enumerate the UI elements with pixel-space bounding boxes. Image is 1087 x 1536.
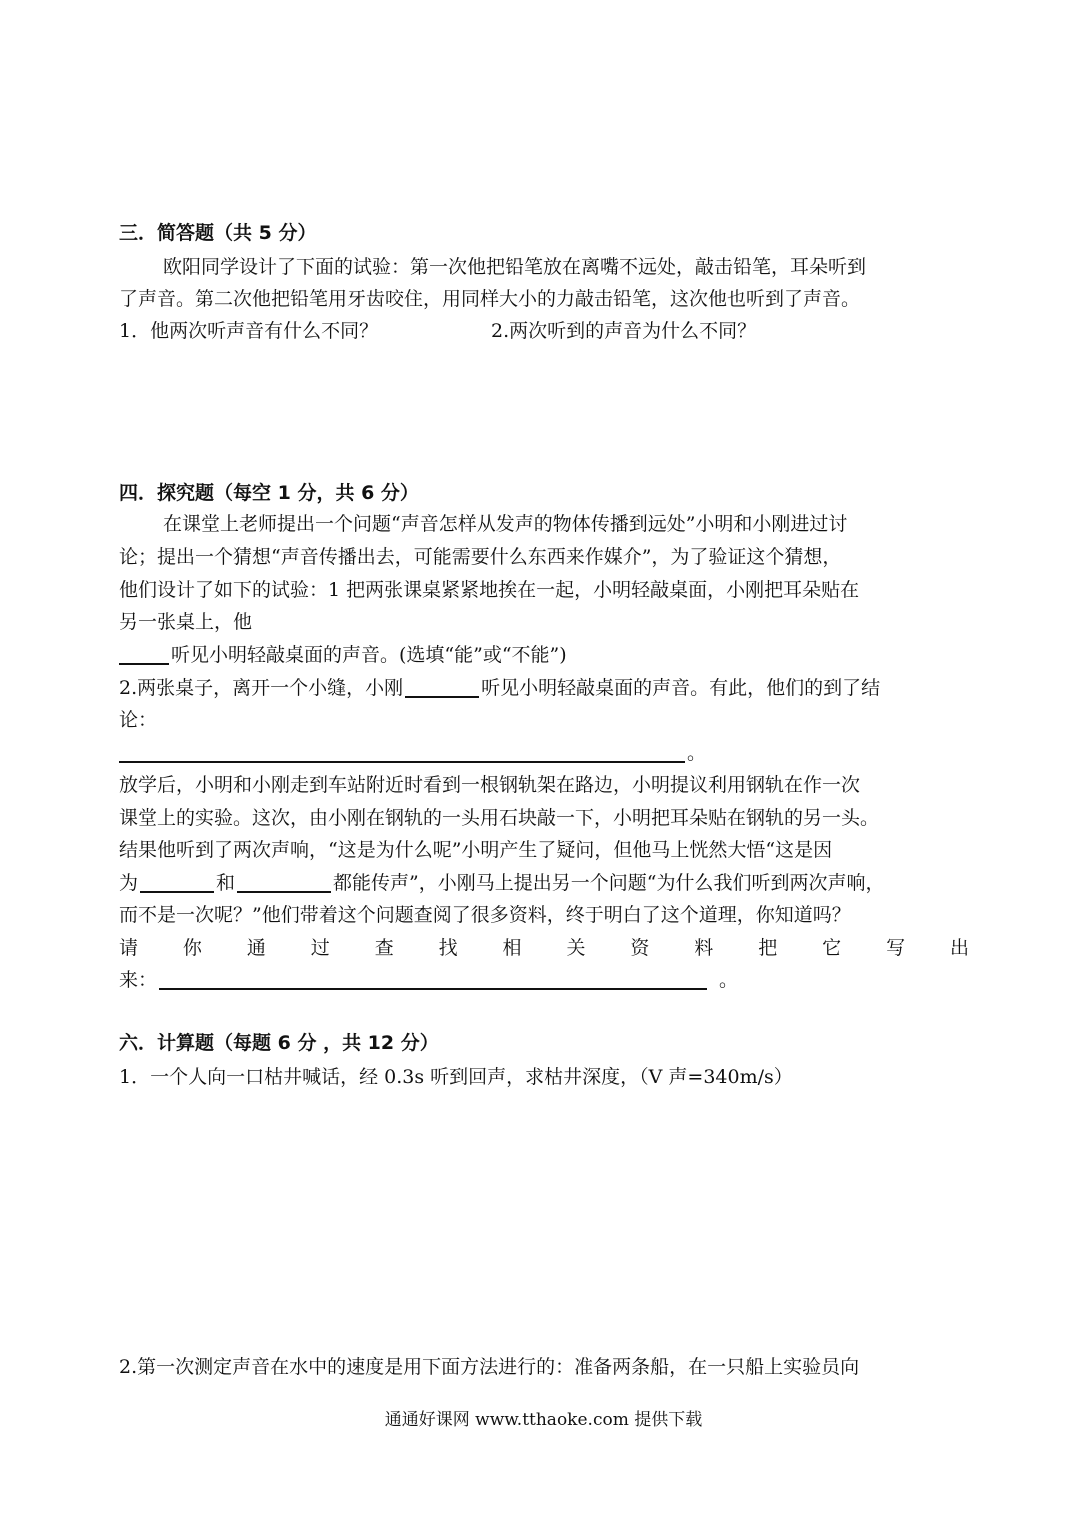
section4-line1: 在课堂上老师提出一个问题“声音怎样从发声的物体传播到远处”小明和小刚进过讨 <box>163 513 848 535</box>
section3-question2: 2.两次听到的声音为什么不同？ <box>491 320 757 342</box>
answer-blank-3[interactable] <box>119 760 685 763</box>
section4-line5 <box>119 646 567 665</box>
section3-paragraph-line2: 了声音。第二次他把铅笔用牙齿咬住，用同样大小的力敲击铅笔，这次他也听到了声音。 <box>119 288 861 310</box>
section4-heading: 四．探究题（每空 1 分，共 6 分） <box>119 482 419 504</box>
section4-line12-a: 为 <box>119 872 139 894</box>
section4-line8 <box>119 744 706 763</box>
section3-paragraph-line1: 欧阳同学设计了下面的试验：第一次他把铅笔放在离嘴不远处，敲击铅笔，耳朵听到 <box>163 256 867 278</box>
spaced-char: 资 <box>630 937 650 959</box>
spaced-char: 请 <box>119 937 139 959</box>
section4-line6 <box>119 679 880 698</box>
section4-line6-text-a: 2.两张桌子，离开一个小缝，小刚 <box>119 677 404 699</box>
answer-blank-2[interactable] <box>405 695 479 698</box>
spaced-char: 找 <box>438 937 458 959</box>
section4-line13: 而不是一次呢？”他们带着这个问题查阅了很多资料，终于明白了这个道理，你知道吗？ <box>119 904 851 926</box>
section4-line15-end: 。 <box>719 969 739 991</box>
section4-line5-text: 听见小明轻敲桌面的声音。(选填“能”或“不能”) <box>171 644 567 666</box>
section4-line15-a: 来： <box>119 969 158 991</box>
page-footer: 通通好课网 www.tthaoke.com 提供下载 <box>384 1410 703 1430</box>
section4-line11: 结果他听到了两次声响，“这是为什么呢”小明产生了疑问，但他马上恍然大悟“这是因 <box>119 839 833 861</box>
spaced-char: 查 <box>374 937 394 959</box>
answer-blank-6[interactable] <box>159 987 707 990</box>
section4-line12-b: 和 <box>216 872 236 894</box>
section6-question2: 2.第一次测定声音在水中的速度是用下面方法进行的：准备两条船，在一只船上实验员向 <box>119 1356 860 1378</box>
spaced-char: 写 <box>886 937 906 959</box>
section6-question1: 1．一个人向一口枯井喊话，经 0.3s 听到回声，求枯井深度，（V 声=340m/s） <box>119 1066 793 1088</box>
section4-line2: 论；提出一个猜想“声音传播出去，可能需要什么东西来作媒介”，为了验证这个猜想， <box>119 546 842 568</box>
spaced-char: 它 <box>822 937 842 959</box>
section4-line6-text-b: 听见小明轻敲桌面的声音。有此，他们的到了结 <box>481 677 881 699</box>
section4-line8-end: 。 <box>687 742 707 764</box>
section4-line9: 放学后，小明和小刚走到车站附近时看到一根钢轨架在路边，小明提议利用钢轨在作一次 <box>119 774 861 796</box>
spaced-char: 通 <box>246 937 266 959</box>
spaced-char: 关 <box>566 937 586 959</box>
answer-blank-5[interactable] <box>237 890 331 893</box>
spaced-char: 把 <box>758 937 778 959</box>
section6-heading: 六．计算题（每题 6 分 ，共 12 分） <box>119 1032 439 1054</box>
section4-line10: 课堂上的实验。这次，由小刚在钢轨的一头用石块敲一下，小明把耳朵贴在钢轨的另一头。 <box>119 807 880 829</box>
spaced-char: 料 <box>694 937 714 959</box>
spaced-char: 你 <box>182 937 202 959</box>
section3-heading: 三．简答题（共 5 分） <box>119 222 317 244</box>
section4-line12 <box>119 874 884 893</box>
section4-line4: 另一张桌上，他 <box>119 611 253 633</box>
spaced-char: 出 <box>949 937 969 959</box>
section3-question1: 1．他两次听声音有什么不同？ <box>119 320 379 342</box>
spaced-char: 过 <box>310 937 330 959</box>
answer-blank-4[interactable] <box>140 890 214 893</box>
section4-line14 <box>119 939 969 958</box>
section4-line12-c: 都能传声”，小刚马上提出另一个问题“为什么我们听到两次声响， <box>333 872 885 894</box>
answer-blank-1[interactable] <box>119 662 169 665</box>
section4-line3: 他们设计了如下的试验：1 把两张课桌紧紧地挨在一起，小明轻敲桌面，小刚把耳朵贴在 <box>119 579 860 601</box>
section4-line15 <box>119 971 738 990</box>
spaced-char: 相 <box>502 937 522 959</box>
section4-line7: 论： <box>119 709 158 731</box>
